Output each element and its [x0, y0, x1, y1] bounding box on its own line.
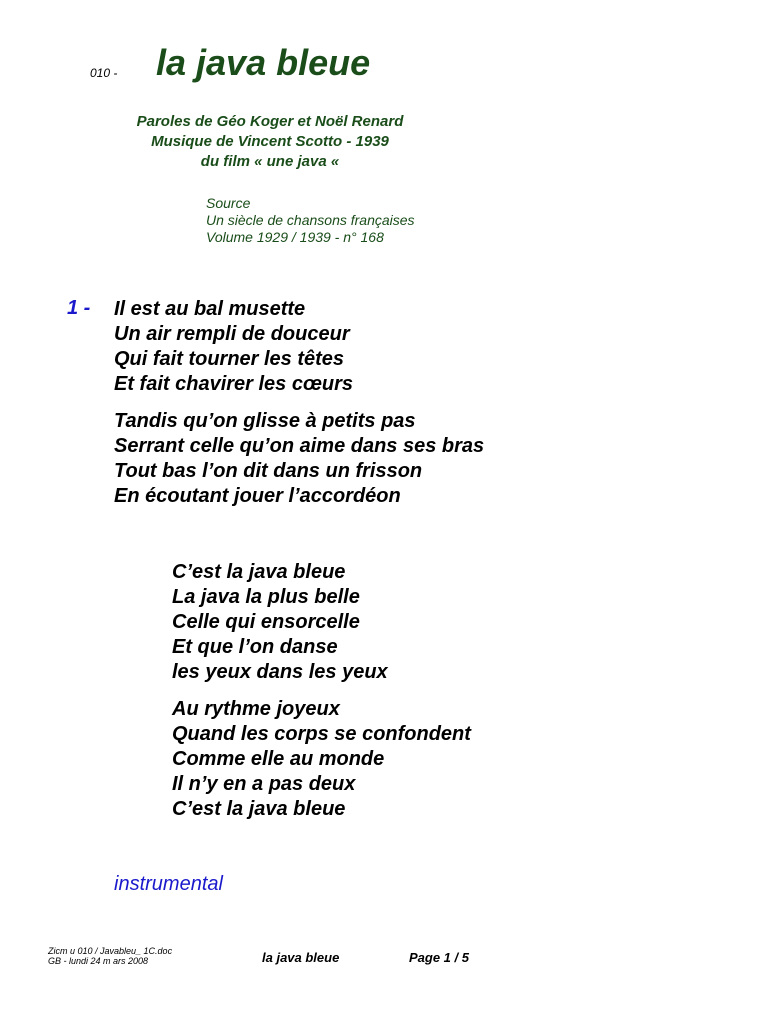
film-credit: du film « une java «	[200, 153, 340, 170]
lyric-line: Au rythme joyeux	[172, 698, 340, 720]
footer-file-line: Zicm u 010 / Javableu_ 1C.doc	[48, 946, 173, 956]
lyric-line: Qui fait tourner les têtes	[114, 348, 345, 370]
instrumental-label: instrumental	[114, 873, 223, 895]
verse-number: 1 -	[67, 297, 91, 319]
song-title: la java bleue	[156, 42, 371, 83]
lyric-line: Tout bas l’on dit dans un frisson	[114, 460, 423, 482]
chorus-stanza-2	[172, 697, 471, 822]
footer-date-line: GB - lundi 24 m ars 2008	[48, 956, 149, 966]
source-label: Source	[206, 195, 251, 211]
verse-stanza-1	[114, 297, 353, 397]
lyric-line: Comme elle au monde	[172, 748, 385, 770]
lyric-line: La java la plus belle	[172, 586, 360, 608]
verse-stanza-2	[114, 409, 484, 509]
source-volume: Volume 1929 / 1939 - n° 168	[206, 229, 384, 245]
source-block	[206, 195, 415, 246]
lyric-line: Un air rempli de douceur	[114, 323, 350, 345]
lyric-line: C’est la java bleue	[172, 798, 346, 820]
footer-page-number: Page 1 / 5	[409, 950, 469, 965]
lyric-line: Il n’y en a pas deux	[172, 773, 356, 795]
lyric-line: En écoutant jouer l’accordéon	[114, 485, 401, 507]
lyric-line: Serrant celle qu’on aime dans ses bras	[114, 435, 485, 457]
lyric-line: Il est au bal musette	[114, 298, 306, 320]
chorus-stanza-1	[172, 560, 388, 685]
lyrics-credit: Paroles de Géo Koger et Noël Renard	[136, 113, 404, 130]
lyric-line: Et fait chavirer les cœurs	[114, 373, 353, 395]
source-book: Un siècle de chansons françaises	[206, 212, 415, 228]
footer-file-info	[48, 946, 172, 966]
music-credit: Musique de Vincent Scotto - 1939	[151, 133, 389, 150]
lyric-line: C’est la java bleue	[172, 561, 346, 583]
footer-title: la java bleue	[262, 950, 340, 965]
lyric-line: les yeux dans les yeux	[172, 661, 388, 683]
lyric-line: Et que l’on danse	[172, 636, 338, 658]
credits-block	[100, 112, 440, 172]
lyric-line: Celle qui ensorcelle	[172, 611, 360, 633]
lyric-line: Quand les corps se confondent	[172, 723, 471, 745]
lyric-line: Tandis qu’on glisse à petits pas	[114, 410, 416, 432]
song-number: 010 -	[90, 66, 118, 80]
